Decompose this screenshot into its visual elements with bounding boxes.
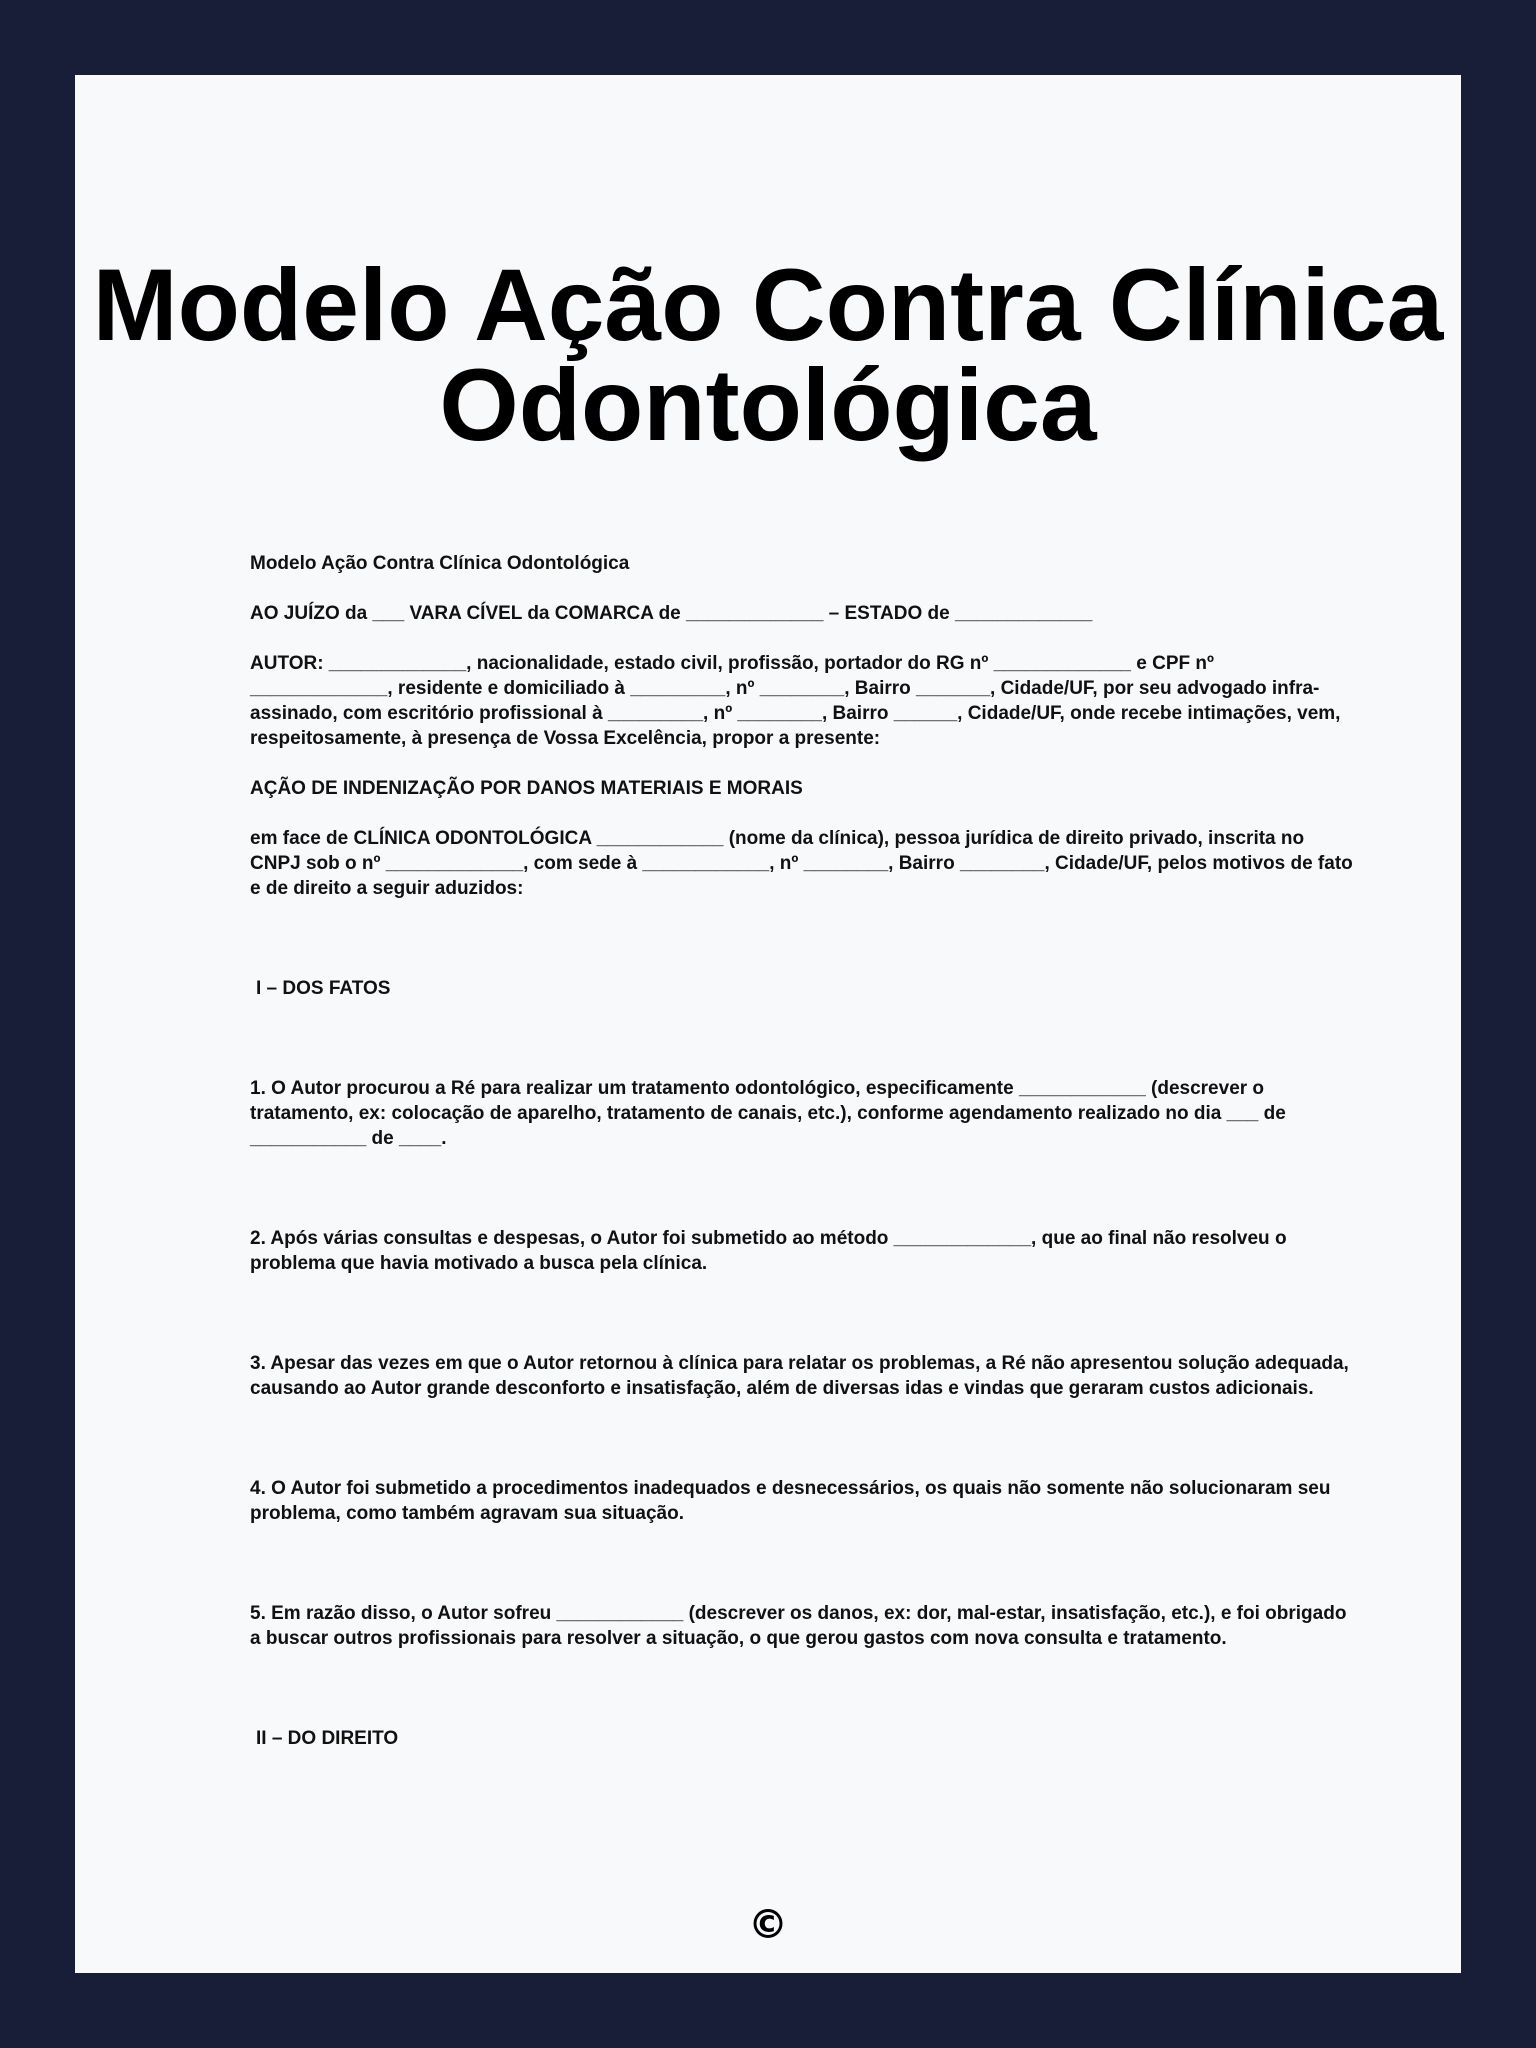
document-body <box>250 551 1360 1751</box>
fact-item-4: 4. O Autor foi submetido a procedimentos inadequados e desnecessários, os quais não somente não solucionaram seu problema, como também agravam sua situação. <box>250 1478 1331 1524</box>
fact-item-3: 3. Apesar das vezes em que o Autor retornou à clínica para relatar os problemas, a Ré não apresentou solução adequada, causando ao Autor grande desconforto e insatisfação, além de diversas idas e vindas que geraram custos adicionais. <box>250 1353 1349 1399</box>
defendant-paragraph: em face de CLÍNICA ODONTOLÓGICA ____________ (nome da clínica), pessoa jurídica de direito privado, inscrita no CNPJ sob o nº _____________, com sede à ____________, nº ________, Bairro ________, Cidade/UF, pelos motivos de fato e de direito a seguir aduzidos: <box>250 828 1353 899</box>
fact-item-1: 1. O Autor procurou a Ré para realizar um tratamento odontológico, especificamente ____________ (descrever o tratamento, ex: colocação de aparelho, tratamento de canais, etc.), conforme agendamento realizado no dia ___ de ___________ de ____. <box>250 1078 1286 1149</box>
document-title: Modelo Ação Contra Clínica Odontológica <box>92 248 1444 462</box>
fact-item-5: 5. Em razão disso, o Autor sofreu ____________ (descrever os danos, ex: dor, mal-estar, insatisfação, etc.), e foi obrigado a buscar outros profissionais para resolver a situação, o que gerou gastos com nova consulta e tratamento. <box>250 1603 1347 1649</box>
document-page <box>75 75 1461 1973</box>
section-heading-facts: I – DOS FATOS <box>256 978 391 999</box>
action-title: AÇÃO DE INDENIZAÇÃO POR DANOS MATERIAIS E MORAIS <box>250 778 803 799</box>
section-heading-law: II – DO DIREITO <box>256 1728 399 1749</box>
court-address-line: AO JUÍZO da ___ VARA CÍVEL da COMARCA de _____________ – ESTADO de _____________ <box>250 603 1093 624</box>
copyright-icon: © <box>748 1902 788 1948</box>
subtitle-line: Modelo Ação Contra Clínica Odontológica <box>250 553 630 574</box>
author-qualification-paragraph: AUTOR: _____________, nacionalidade, estado civil, profissão, portador do RG nº _____________ e CPF nº _____________, residente e domiciliado à _________, nº ________, Bairro _______, Cidade/UF, por seu advogado infra-assinado, com escritório profissional à _________, nº ________, Bairro ______, Cidade/UF, onde recebe intimações, vem, respeitosamente, à presença de Vossa Excelência, propor a presente: <box>250 653 1341 749</box>
fact-item-2: 2. Após várias consultas e despesas, o Autor foi submetido ao método _____________, que ao final não resolveu o problema que havia motivado a busca pela clínica. <box>250 1228 1287 1274</box>
